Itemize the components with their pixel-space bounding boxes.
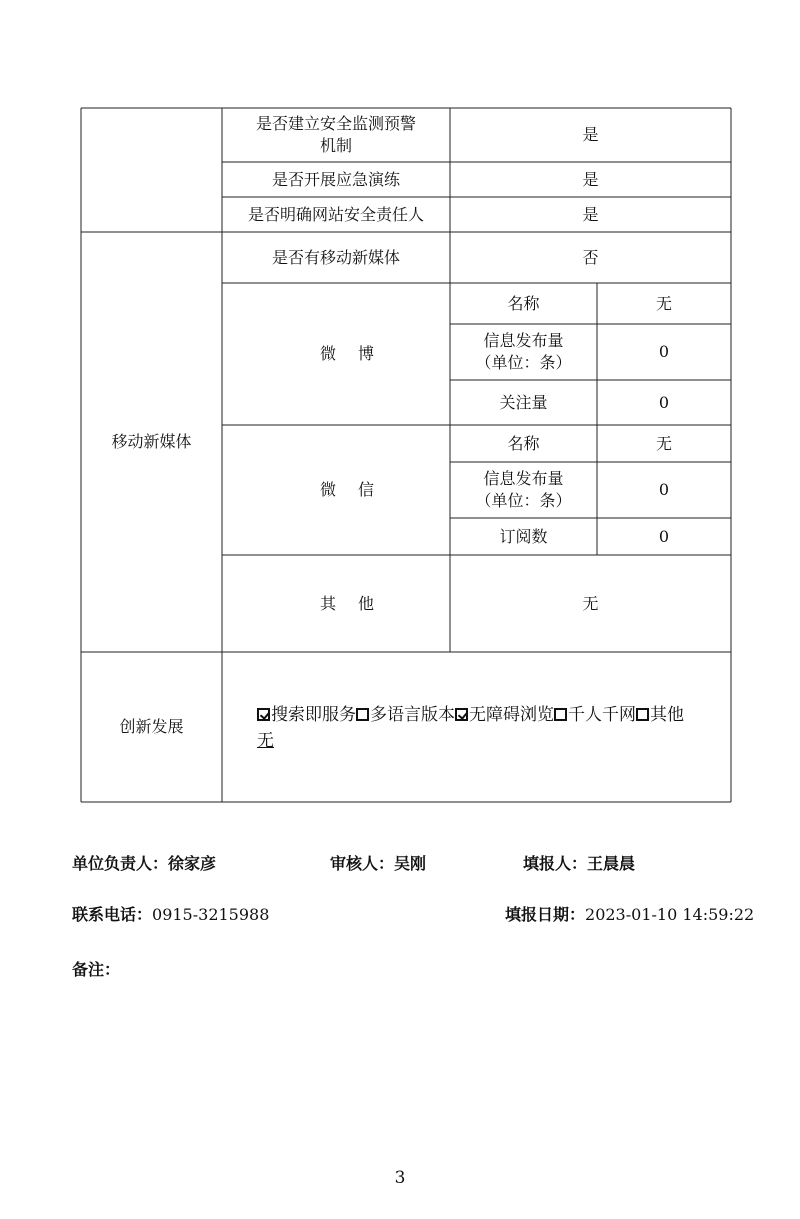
has-mobile-label: 是否有移动新媒体: [271, 247, 400, 267]
checkbox-unchecked-icon[interactable]: [554, 708, 567, 721]
filler-label: 填报人：: [523, 854, 588, 873]
notes-label: 备注：: [72, 960, 121, 979]
option-other[interactable]: [636, 705, 684, 725]
weibo-followers-label: 关注量: [499, 392, 548, 412]
drill-value: 是: [582, 169, 599, 189]
weibo-posts-label: 信息发布量 （单位：条）: [475, 331, 572, 372]
wechat-name-label: 名称: [507, 433, 540, 453]
page-number: 3: [394, 1168, 406, 1188]
owner-value: 是: [582, 204, 599, 224]
innovation-other-value: 无: [257, 731, 274, 751]
wechat-subs-value: 0: [658, 526, 670, 546]
has-mobile-value: 否: [582, 247, 599, 267]
fill-date: [505, 902, 754, 925]
option-multilingual[interactable]: [356, 705, 455, 725]
reviewer-value: 吴刚: [394, 854, 427, 873]
weibo-posts-value: 0: [658, 342, 670, 361]
responsible-value: 徐家彦: [168, 854, 217, 873]
option-search-service[interactable]: [257, 705, 356, 725]
option-label: 其他: [650, 705, 684, 725]
checkbox-unchecked-icon[interactable]: [356, 708, 369, 721]
filler-value: 王晨晨: [587, 854, 636, 873]
contact-phone: [72, 902, 269, 925]
other-media-label: 其他: [319, 593, 396, 613]
phone-label: 联系电话：: [72, 905, 153, 924]
phone-value: 0915-3215988: [152, 905, 270, 924]
other-media-value: 无: [582, 593, 599, 613]
weibo-name-value: 无: [655, 293, 672, 313]
wechat-label: 微信: [319, 480, 396, 499]
innovation-section-label: 创新发展: [119, 717, 184, 736]
monitor-label: 是否建立安全监测预警 机制: [255, 114, 416, 155]
filler: [523, 851, 635, 874]
weibo-label: 微博: [319, 344, 396, 363]
innovation-options-line: [257, 702, 684, 728]
owner-label: 是否明确网站安全责任人: [247, 204, 424, 224]
option-label: 搜索即服务: [271, 705, 356, 725]
mobile-section-label: 移动新媒体: [111, 432, 192, 451]
option-label: 千人千网: [568, 705, 636, 725]
wechat-posts-value: 0: [658, 480, 670, 499]
date-value: 2023-01-10 14:59:22: [585, 905, 755, 924]
responsible-person: [72, 851, 216, 874]
wechat-posts-label: 信息发布量 （单位：条）: [475, 469, 572, 510]
date-label: 填报日期：: [505, 905, 586, 924]
checkbox-checked-icon[interactable]: [455, 708, 468, 721]
option-personalized[interactable]: [554, 705, 636, 725]
drill-label: 是否开展应急演练: [271, 169, 400, 189]
reviewer-label: 审核人：: [330, 854, 395, 873]
innovation-options: [257, 702, 684, 754]
checkbox-unchecked-icon[interactable]: [636, 708, 649, 721]
weibo-followers-value: 0: [658, 392, 670, 412]
checkbox-checked-icon[interactable]: [257, 708, 270, 721]
reviewer: [330, 851, 426, 874]
option-accessibility[interactable]: [455, 705, 554, 725]
wechat-name-value: 无: [655, 433, 672, 453]
option-label: 多语言版本: [370, 705, 455, 725]
option-label: 无障碍浏览: [469, 705, 554, 725]
weibo-name-label: 名称: [507, 293, 540, 313]
monitor-value: 是: [582, 125, 599, 144]
responsible-label: 单位负责人：: [72, 854, 169, 873]
wechat-subs-label: 订阅数: [499, 526, 548, 546]
